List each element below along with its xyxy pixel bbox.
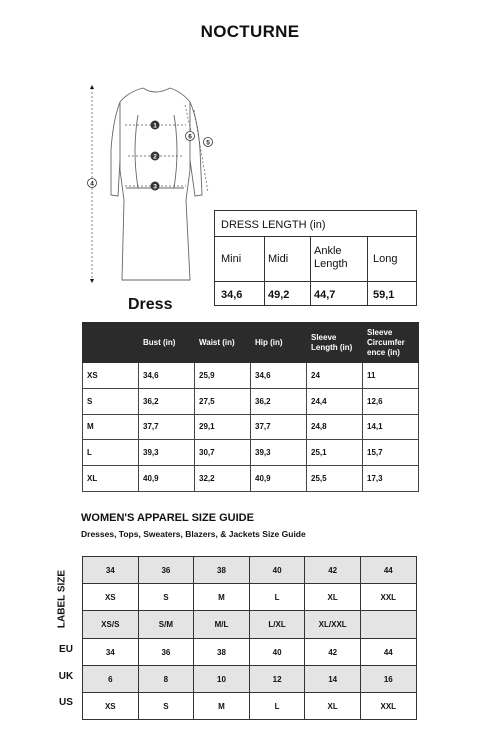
- size-cell: XL/XXL: [305, 611, 361, 639]
- size-cell: 44: [360, 557, 416, 584]
- measurement-cell: 39,3: [139, 440, 195, 466]
- column-header: Hip (in): [251, 323, 307, 363]
- table-row: [83, 414, 419, 440]
- measurement-cell: 36,2: [251, 388, 307, 414]
- length-value-midi: 49,2: [268, 289, 290, 301]
- label-size-caption: [52, 558, 72, 640]
- length-header-mini: Mini: [221, 253, 242, 265]
- size-cell: 10: [194, 666, 250, 693]
- region-size-row: [83, 693, 417, 720]
- measurement-cell: 24,4: [307, 388, 363, 414]
- size-cell: 36: [138, 557, 194, 584]
- length-value-mini: 34,6: [221, 289, 243, 301]
- marker-2: [151, 152, 160, 161]
- column-header: Sleeve Circumfer ence (in): [363, 323, 419, 363]
- marker-5: [204, 138, 213, 147]
- svg-text:1: 1: [153, 122, 157, 130]
- size-guide-subtitle: Dresses, Tops, Sweaters, Blazers, & Jackets Size Guide: [81, 529, 306, 539]
- size-cell: 40: [249, 639, 305, 666]
- size-cell: M/L: [194, 611, 250, 639]
- svg-text:5: 5: [206, 139, 210, 147]
- measurement-cell: 34,6: [139, 363, 195, 389]
- measurement-cell: 40,9: [251, 466, 307, 492]
- marker-6: [186, 132, 195, 141]
- divider: [367, 236, 368, 305]
- measurement-cell: 37,7: [139, 414, 195, 440]
- svg-text:4: 4: [90, 180, 94, 188]
- size-cell: S: [138, 693, 194, 720]
- marker-1: [151, 121, 160, 130]
- region-label-us: US: [59, 697, 73, 708]
- measurement-cell: 37,7: [251, 414, 307, 440]
- size-cell: 38: [194, 557, 250, 584]
- measurement-cell: 11: [363, 363, 419, 389]
- divider: [310, 236, 311, 305]
- divider: [264, 236, 265, 305]
- size-cell: 14: [305, 666, 361, 693]
- measurement-cell: 25,1: [307, 440, 363, 466]
- column-header: Waist (in): [195, 323, 251, 363]
- size-cell: XXL: [360, 584, 416, 611]
- size-cell: 40: [249, 557, 305, 584]
- size-cell: XXL: [360, 693, 416, 720]
- table-row: [83, 440, 419, 466]
- length-header-midi: Midi: [268, 253, 289, 265]
- dress-length-title: DRESS LENGTH (in): [221, 219, 326, 231]
- measurement-cell: 24,8: [307, 414, 363, 440]
- region-size-row: [83, 666, 417, 693]
- label-size-row: [83, 611, 417, 639]
- table-header-row: [83, 323, 419, 363]
- marker-4: [88, 179, 97, 188]
- svg-text:6: 6: [188, 133, 192, 141]
- label-size-row: [83, 584, 417, 611]
- size-cell: 42: [305, 557, 361, 584]
- dress-length-box: [214, 210, 417, 306]
- length-value-ankle: 44,7: [314, 289, 336, 301]
- measurement-cell: 25,9: [195, 363, 251, 389]
- size-cell: 8: [138, 666, 194, 693]
- measurement-table: [82, 322, 419, 492]
- brand-title: NOCTURNE: [200, 22, 300, 41]
- dress-illustration: [80, 80, 220, 285]
- region-label-eu: EU: [59, 644, 73, 655]
- size-cell: XS: [83, 363, 139, 389]
- size-cell: L: [249, 584, 305, 611]
- garment-label: Dress: [128, 296, 173, 313]
- svg-text:2: 2: [153, 153, 157, 161]
- measurement-cell: 14,1: [363, 414, 419, 440]
- table-row: [83, 466, 419, 492]
- region-label-uk: UK: [58, 671, 74, 682]
- size-cell: 12: [249, 666, 305, 693]
- measurement-cell: 25,5: [307, 466, 363, 492]
- column-header: Sleeve Length (in): [307, 323, 363, 363]
- svg-text:LABEL SIZE: LABEL SIZE: [56, 569, 68, 629]
- size-guide-title: WOMEN'S APPAREL SIZE GUIDE: [81, 512, 254, 524]
- measurement-cell: 34,6: [251, 363, 307, 389]
- divider: [215, 236, 416, 237]
- size-cell: 36: [138, 639, 194, 666]
- size-cell: L: [83, 440, 139, 466]
- size-cell: XS: [83, 584, 139, 611]
- measurement-cell: 15,7: [363, 440, 419, 466]
- length-value-long: 59,1: [373, 289, 395, 301]
- size-cell: 34: [83, 639, 139, 666]
- size-cell: 34: [83, 557, 139, 584]
- size-cell: XL: [83, 466, 139, 492]
- svg-text:3: 3: [153, 183, 157, 191]
- size-cell: M: [194, 584, 250, 611]
- size-cell: XS/S: [83, 611, 139, 639]
- size-cell: 6: [83, 666, 139, 693]
- size-cell: [360, 611, 416, 639]
- column-header: [83, 323, 139, 363]
- size-cell: L: [249, 693, 305, 720]
- size-cell: 38: [194, 639, 250, 666]
- size-cell: S/M: [138, 611, 194, 639]
- size-cell: XS: [83, 693, 139, 720]
- size-cell: M: [83, 414, 139, 440]
- measurement-cell: 12,6: [363, 388, 419, 414]
- size-cell: M: [194, 693, 250, 720]
- label-size-row: [83, 557, 417, 584]
- size-cell: 16: [360, 666, 416, 693]
- table-row: [83, 388, 419, 414]
- measurement-cell: 27,5: [195, 388, 251, 414]
- marker-3: [151, 182, 160, 191]
- measurement-cell: 32,2: [195, 466, 251, 492]
- length-header-ankle: Ankle Length: [314, 245, 348, 270]
- divider: [215, 281, 416, 282]
- region-size-row: [83, 639, 417, 666]
- measurement-cell: 39,3: [251, 440, 307, 466]
- measurement-cell: 40,9: [139, 466, 195, 492]
- table-row: [83, 363, 419, 389]
- size-cell: XL: [305, 693, 361, 720]
- size-cell: 44: [360, 639, 416, 666]
- measurement-cell: 17,3: [363, 466, 419, 492]
- size-cell: XL: [305, 584, 361, 611]
- measurement-cell: 24: [307, 363, 363, 389]
- column-header: Bust (in): [139, 323, 195, 363]
- measurement-cell: 30,7: [195, 440, 251, 466]
- size-cell: S: [83, 388, 139, 414]
- size-cell: S: [138, 584, 194, 611]
- size-cell: 42: [305, 639, 361, 666]
- measurement-cell: 36,2: [139, 388, 195, 414]
- size-cell: L/XL: [249, 611, 305, 639]
- measurement-cell: 29,1: [195, 414, 251, 440]
- size-guide-table: [82, 556, 417, 720]
- length-header-long: Long: [373, 253, 398, 265]
